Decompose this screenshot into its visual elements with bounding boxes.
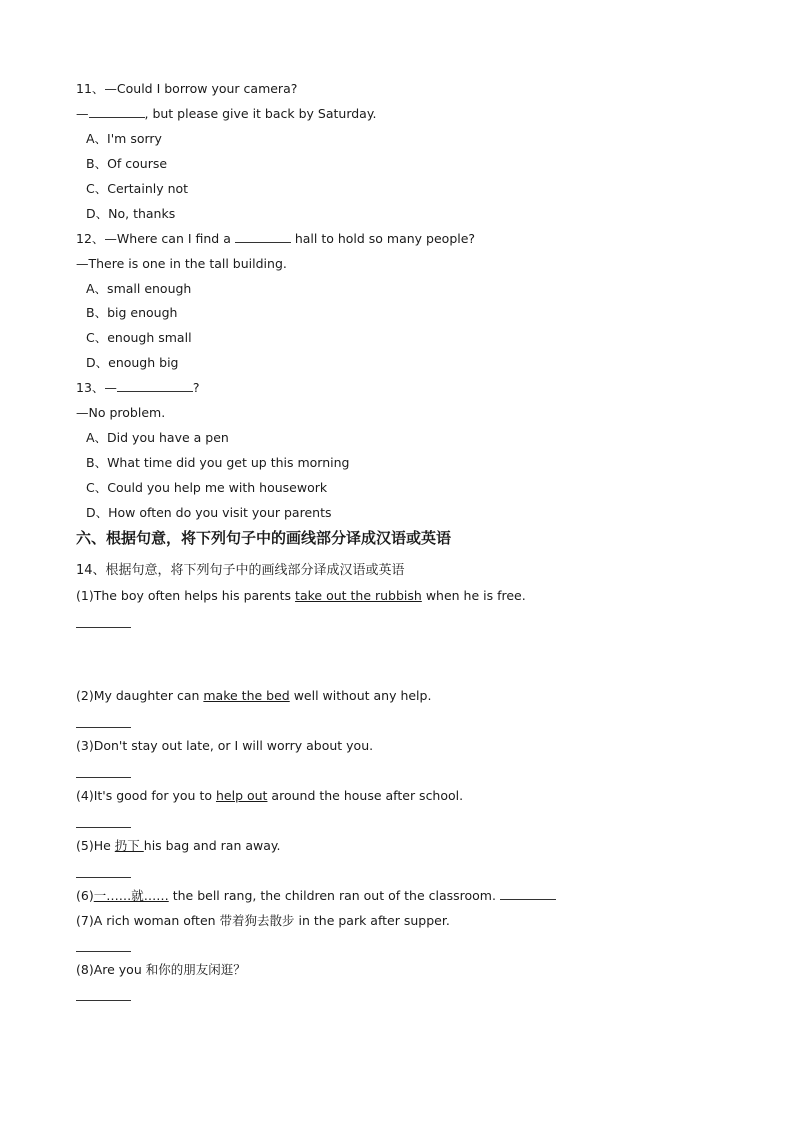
- q13-option-b[interactable]: B、What time did you get up this morning: [86, 455, 350, 470]
- q11-option-a[interactable]: A、I'm sorry: [86, 131, 162, 146]
- q14-item-5-post: his bag and ran away.: [143, 838, 281, 853]
- q14-item-7: (7)A rich woman often 带着狗去散步 in the park after supper.: [76, 913, 450, 928]
- q14-stem: 14、根据句意，将下列句子中的画线部分译成汉语或英语: [76, 563, 405, 578]
- q14-item-3: (3)Don't stay out late, or I will worry about you.: [76, 738, 374, 753]
- q13-option-d[interactable]: D、How often do you visit your parents: [86, 505, 332, 520]
- q14-item-1-underlined: take out the rubbish: [295, 588, 422, 603]
- q11-blank[interactable]: [89, 106, 145, 118]
- q14-item-1-post: when he is free.: [421, 588, 526, 603]
- q11-reply: [76, 106, 376, 122]
- q13-stem: [76, 380, 200, 396]
- q14-answer-line-3[interactable]: [76, 777, 131, 778]
- q14-item-5-pre: (5)He: [76, 838, 115, 853]
- q14-item-2-pre: (2)My daughter can: [76, 688, 204, 703]
- q14-answer-blank-6[interactable]: [500, 888, 556, 900]
- q14-item-4: [76, 788, 463, 804]
- q13-reply: —No problem.: [76, 405, 166, 420]
- q12-stem: [76, 231, 475, 247]
- q14-item-8: (8)Are you 和你的朋友闲逛？: [76, 962, 246, 977]
- q14-answer-line-1[interactable]: [76, 627, 131, 628]
- q13-stem-start: 13、—: [76, 380, 117, 395]
- q12-reply: —There is one in the tall building.: [76, 256, 287, 271]
- q14-item-2-underlined: make the bed: [203, 688, 290, 703]
- q14-answer-line-7[interactable]: [76, 951, 131, 952]
- q14-answer-line-8[interactable]: [76, 1000, 131, 1001]
- q11-option-b[interactable]: B、Of course: [86, 156, 168, 171]
- q13-stem-end: ?: [192, 380, 200, 395]
- section-heading: 六、根据句意，将下列句子中的画线部分译成汉语或英语: [76, 529, 452, 547]
- q14-answer-line-4[interactable]: [76, 827, 131, 828]
- q14-item-6-pre: (6): [76, 888, 94, 903]
- q12-blank[interactable]: [235, 231, 291, 243]
- q14-item-6-post: the bell rang, the children ran out of the classroom.: [168, 888, 500, 903]
- q14-item-1: [76, 588, 526, 604]
- q14-item-5: [76, 838, 280, 854]
- q14-item-2: [76, 688, 431, 704]
- q12-option-d[interactable]: D、enough big: [86, 355, 179, 370]
- q12-stem-start: 12、—Where can I find a: [76, 231, 235, 246]
- q12-stem-end: hall to hold so many people?: [290, 231, 476, 246]
- q12-option-b[interactable]: B、big enough: [86, 305, 178, 320]
- q14-item-4-post: around the house after school.: [267, 788, 464, 803]
- q11-reply-text: , but please give it back by Saturday.: [144, 106, 377, 121]
- q14-item-4-pre: (4)It's good for you to: [76, 788, 216, 803]
- q14-answer-line-5[interactable]: [76, 877, 131, 878]
- q13-option-a[interactable]: A、Did you have a pen: [86, 430, 229, 445]
- q14-item-1-pre: (1)The boy often helps his parents: [76, 588, 296, 603]
- q14-answer-line-2[interactable]: [76, 727, 131, 728]
- q12-option-c[interactable]: C、enough small: [86, 330, 192, 345]
- q14-item-6-underlined: 一……就……: [93, 888, 169, 903]
- q14-item-4-underlined: help out: [215, 788, 268, 803]
- q11-reply-dash: —: [76, 106, 89, 121]
- q14-item-2-post: well without any help.: [289, 688, 432, 703]
- q14-item-6: [76, 888, 556, 904]
- q11-option-c[interactable]: C、Certainly not: [86, 181, 189, 196]
- q12-option-a[interactable]: A、small enough: [86, 281, 192, 296]
- q11-option-d[interactable]: D、No, thanks: [86, 206, 176, 221]
- q13-blank[interactable]: [117, 380, 193, 392]
- q11-stem: 11、—Could I borrow your camera?: [76, 81, 298, 96]
- q14-item-5-underlined: 扔下: [114, 838, 144, 853]
- q13-option-c[interactable]: C、Could you help me with housework: [86, 480, 328, 495]
